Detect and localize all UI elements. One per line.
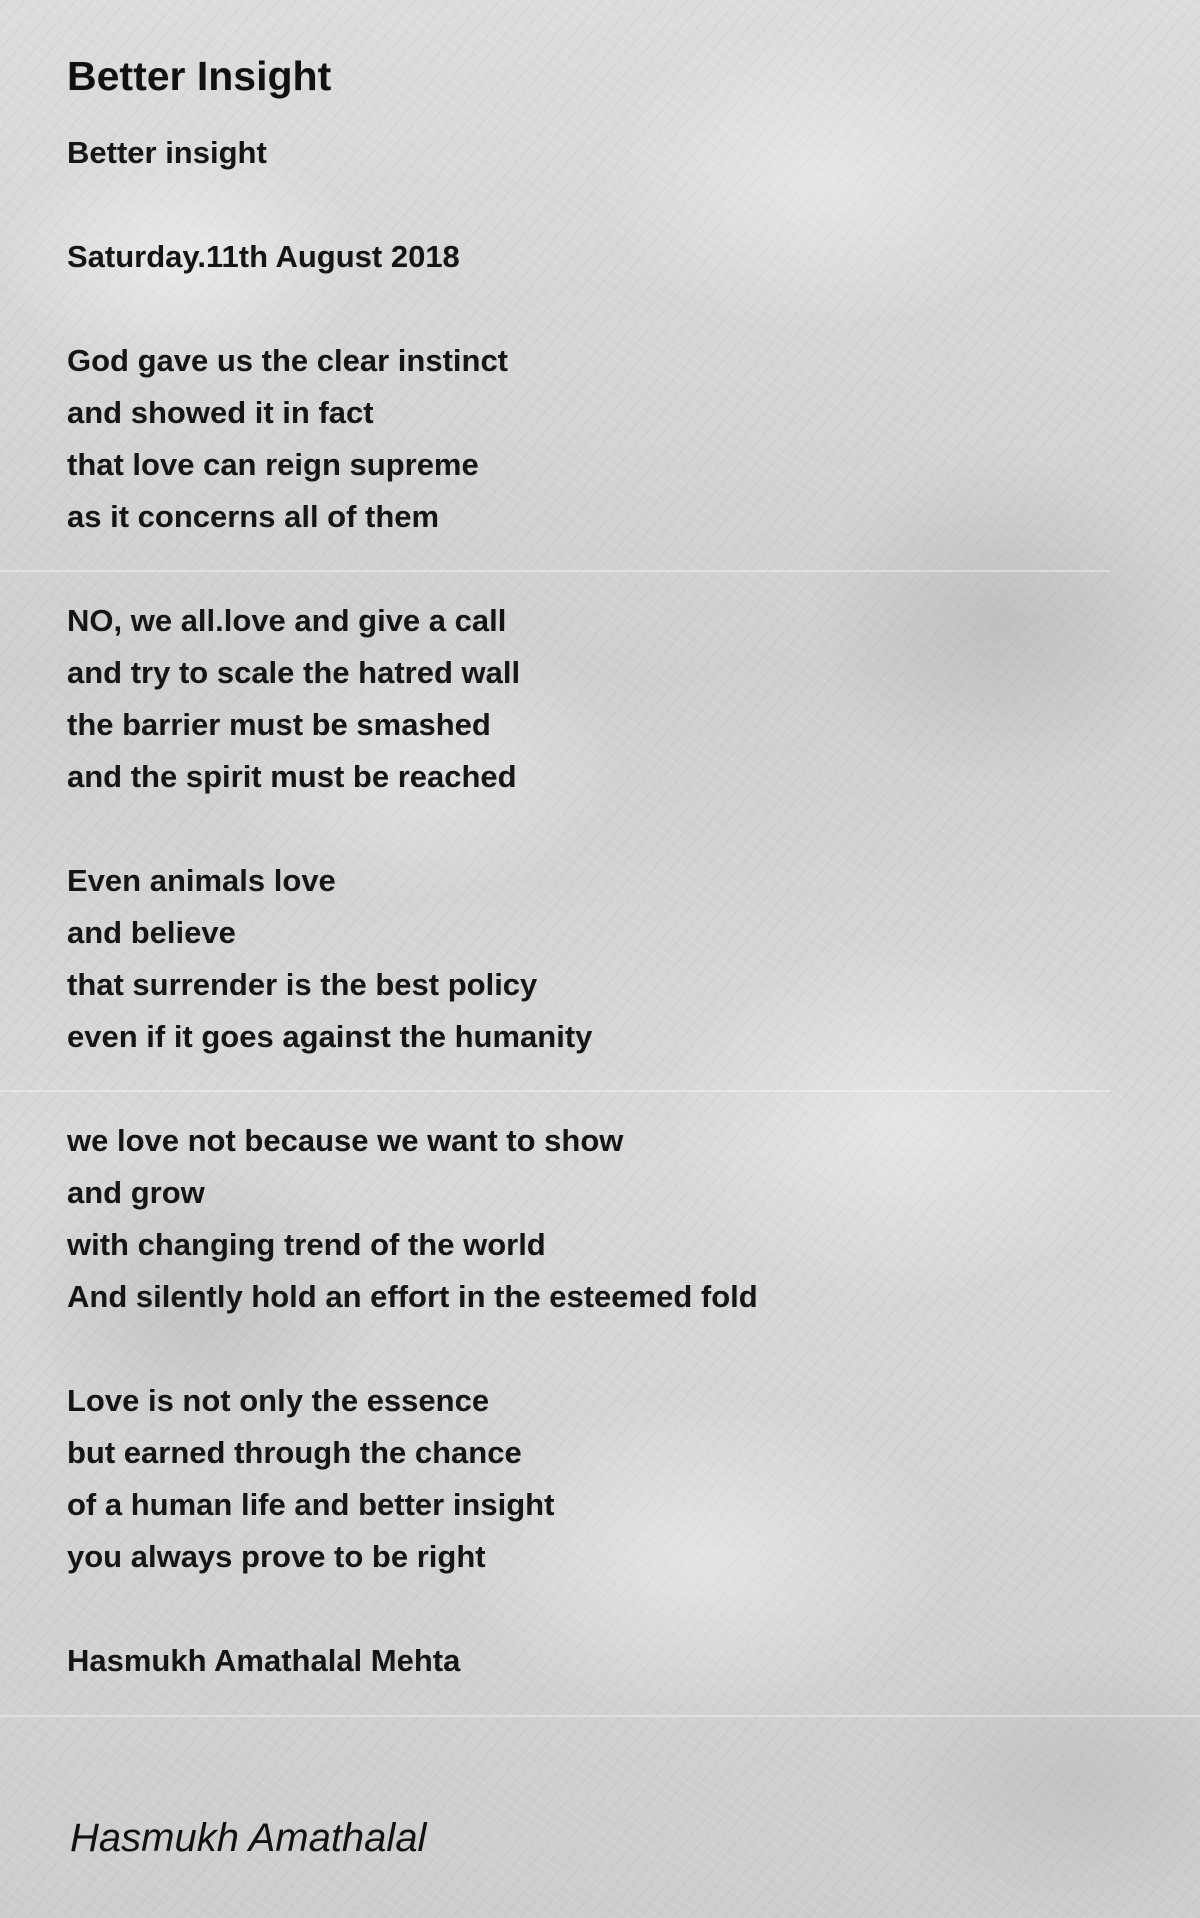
author-signature: Hasmukh Amathalal: [70, 1816, 427, 1860]
poem-line: and the spirit must be reached: [67, 759, 517, 794]
poem-line: of a human life and better insight: [67, 1487, 555, 1522]
stanza-gap: [67, 1323, 1147, 1375]
stanza-gap: [67, 179, 1147, 231]
poem-line: and showed it in fact: [67, 395, 374, 430]
poem-line: with changing trend of the world: [67, 1227, 546, 1262]
poem-line: that surrender is the best policy: [67, 967, 538, 1002]
stanza-1: [67, 335, 1147, 543]
stanza-gap: [67, 283, 1147, 335]
stanza-gap: [67, 1583, 1147, 1635]
poem-container: [67, 50, 1147, 1687]
poem-date: Saturday.11th August 2018: [67, 239, 460, 274]
background-band: [0, 1715, 1200, 1717]
poem-line: Even animals love: [67, 863, 336, 898]
poem-line: And silently hold an effort in the esteemed fold: [67, 1279, 758, 1314]
stanza-2: [67, 595, 1147, 803]
stanza-gap: [67, 803, 1147, 855]
poem-line: even if it goes against the humanity: [67, 1019, 593, 1054]
stanza-gap: [67, 543, 1147, 595]
poem-line: the barrier must be smashed: [67, 707, 491, 742]
poem-line: and try to scale the hatred wall: [67, 655, 521, 690]
stanza-gap: [67, 1063, 1147, 1115]
poem-title: Better Insight: [67, 53, 332, 99]
poem-subtitle: Better insight: [67, 135, 267, 170]
poem-body: [67, 127, 1147, 1687]
poem-line: God gave us the clear instinct: [67, 343, 509, 378]
stanza-5: [67, 1375, 1147, 1583]
poem-line: we love not because we want to show: [67, 1123, 624, 1158]
poem-line: NO, we all.love and give a call: [67, 603, 507, 638]
poem-line: that love can reign supreme: [67, 447, 479, 482]
poem-line: and believe: [67, 915, 236, 950]
stanza-3: [67, 855, 1147, 1063]
stanza-4: [67, 1115, 1147, 1323]
poem-line: as it concerns all of them: [67, 499, 440, 534]
poem-line: but earned through the chance: [67, 1435, 522, 1470]
poem-author: Hasmukh Amathalal Mehta: [67, 1643, 461, 1678]
poem-line: you always prove to be right: [67, 1539, 486, 1574]
poem-line: Love is not only the essence: [67, 1383, 490, 1418]
poem-line: and grow: [67, 1175, 205, 1210]
